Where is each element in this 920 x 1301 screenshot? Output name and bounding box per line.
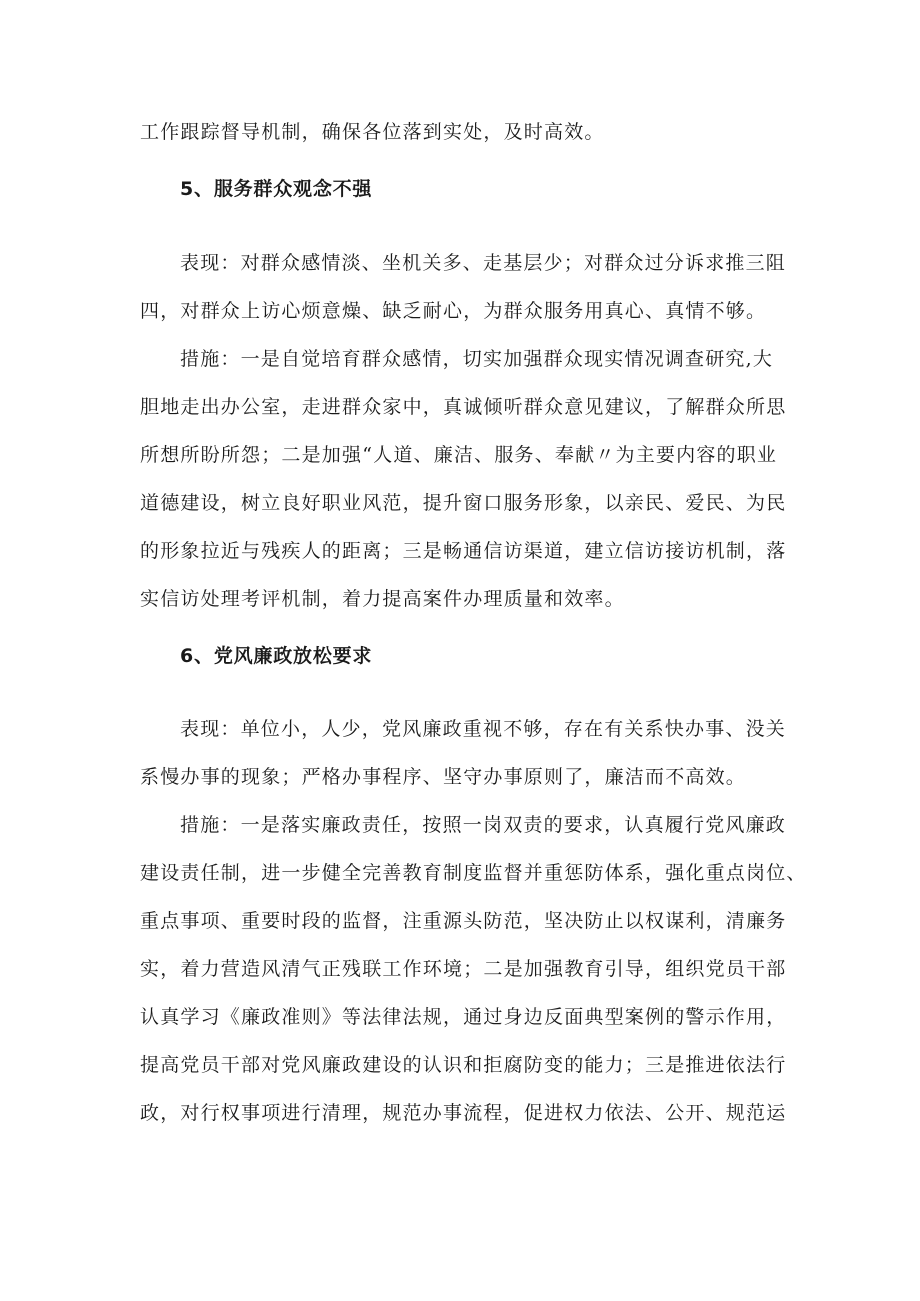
paragraph-line: 政，对行权事项进行清理，规范办事流程，促进权力依法、公开、规范运 (140, 1102, 787, 1124)
paragraph-line: 实信访处理考评机制，着力提高案件办理质量和效率。 (140, 588, 625, 610)
paragraph-line: 系慢办事的现象；严格办事程序、坚守办事原则了，廉洁而不高效。 (140, 766, 747, 788)
paragraph-line: 的形象拉近与残疾人的距离；三是畅通信访渠道，建立信访接访机制，落 (140, 540, 787, 562)
paragraph-line: 胆地走出办公室，走进群众家中，真诚倾听群众意见建议，了解群众所思 (140, 396, 787, 418)
paragraph-line: 所想所盼所怨；二是加强“人道、廉洁、服务、奉献〃为主要内容的职业 (140, 444, 778, 466)
paragraph-line: 措施：一是自觉培育群众感情，切实加强群众现实情况调查研究,大 (180, 348, 774, 370)
paragraph-line: 表现：对群众感情淡、坐机关多、走基层少；对群众过分诉求推三阻 (180, 252, 787, 274)
paragraph-line: 道德建设，树立良好职业风范，提升窗口服务形象，以亲民、爱民、为民 (140, 492, 787, 514)
paragraph-line: 建设责任制，进一步健全完善教育制度监督并重惩防体系，强化重点岗位、 (140, 862, 807, 884)
paragraph-line: 表现：单位小，人少，党风廉政重视不够，存在有关系快办事、没关 (180, 718, 787, 740)
paragraph-line: 四，对群众上访心烦意燥、缺乏耐心，为群众服务用真心、真情不够。 (140, 300, 767, 322)
paragraph-line: 措施：一是落实廉政责任，按照一岗双责的要求，认真履行党风廉政 (180, 814, 787, 836)
paragraph-line: 认真学习《廉政准则》等法律法规，通过身边反面典型案例的警示作用， (140, 1006, 787, 1028)
paragraph-line: 实，着力营造风清气正残联工作环境；二是加强教育引导，组织党员干部 (140, 958, 787, 980)
paragraph-line: 工作跟踪督导机制，确保各位落到实处，及时高效。 (140, 121, 605, 143)
section-heading-5: 5、服务群众观念不强 (180, 178, 373, 200)
paragraph-line: 提高党员干部对党风廉政建设的认识和拒腐防变的能力；三是推进依法行 (140, 1054, 787, 1076)
section-heading-6: 6、党风廉政放松要求 (180, 645, 373, 667)
paragraph-line: 重点事项、重要时段的监督，注重源头防范，坚决防止以权谋利，清廉务 (140, 910, 787, 932)
